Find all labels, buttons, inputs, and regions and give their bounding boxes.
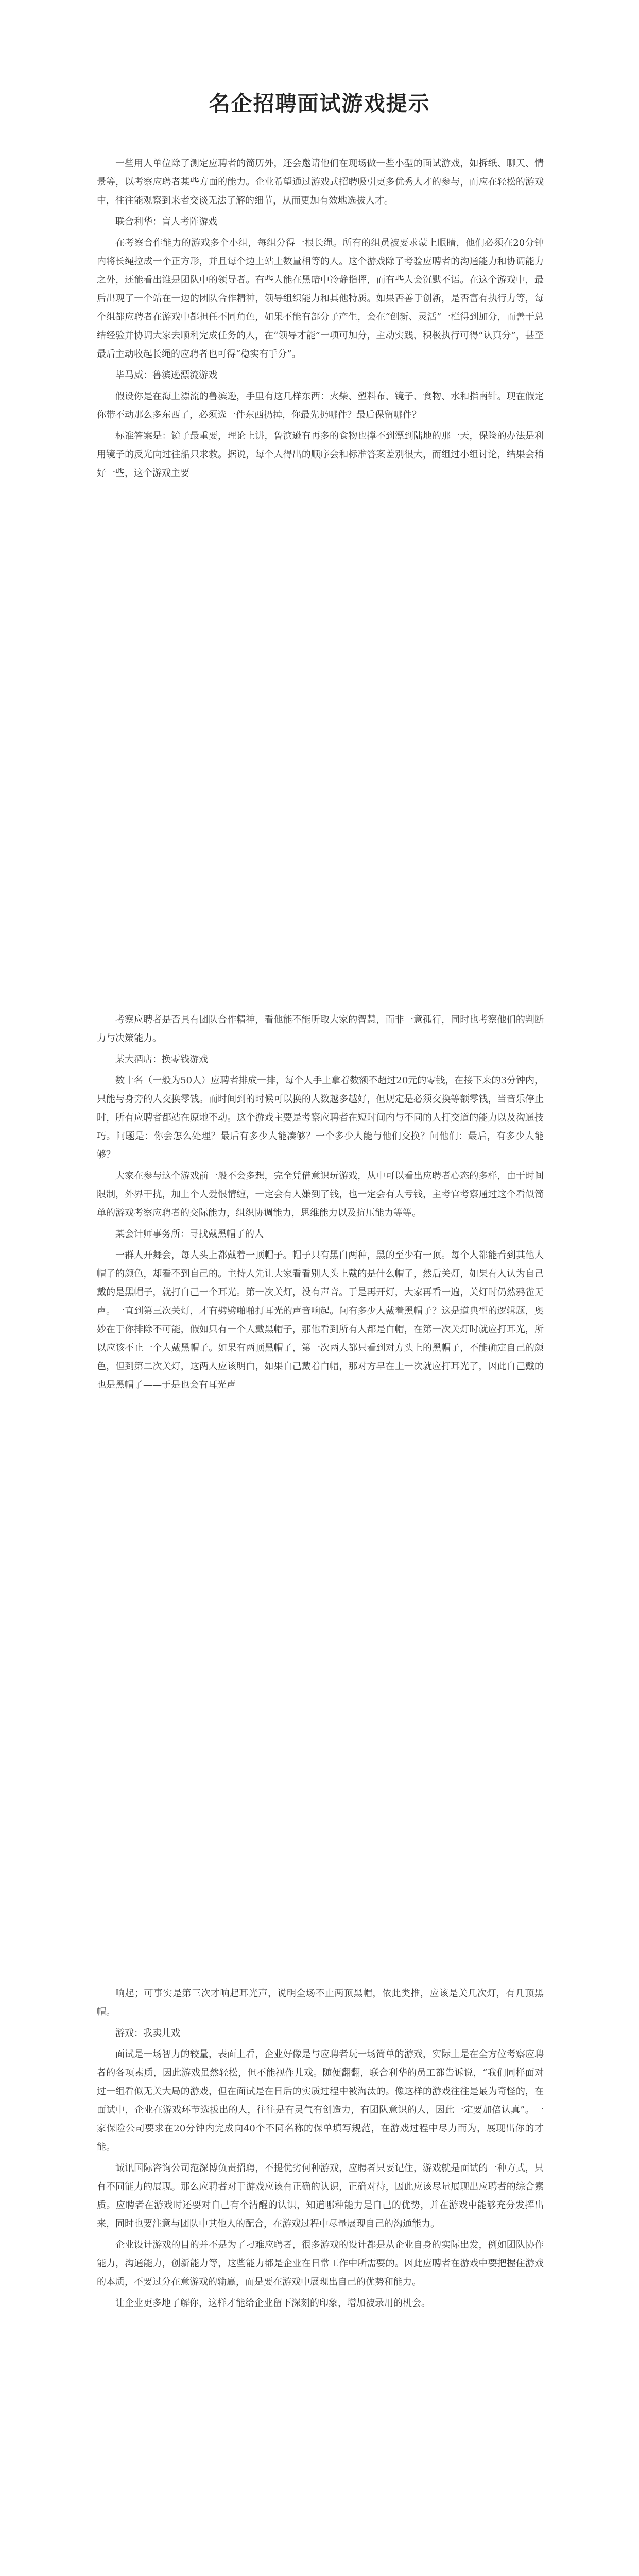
paragraph: 诚讯国际咨询公司范深博负责招聘，不提优劣何种游戏，应聘者只要记住，游戏就是面试的一种方式，只有不同能力的展现。那么应聘者对于游戏应该有正确的认识，正确对待，因此应该尽量展现出应聘者的综合素质。应聘者在游戏时还要对自己有个清醒的认识，知道哪种能力是自己的优势，并在游戏中能够充分发挥出来，同时也要注意与团队中其他人的配合，在游戏过程中尽量展现自己的沟通能力。 xyxy=(97,2163,544,2229)
text-section-3 xyxy=(97,1985,544,2315)
section-heading: 毕马威：鲁滨逊漂流游戏 xyxy=(115,370,217,381)
paragraph: 在考察合作能力的游戏多个小组，每组分得一根长绳。所有的组员被要求蒙上眼睛，他们必须在20分钟内将长绳拉成一个正方形，并且每个边上站上数量相等的人。这个游戏除了考验应聘者的沟通能力和协调能力之外，还能看出谁是团队中的领导者。有些人能在黑暗中冷静指挥，而有些人会沉默不语。在这个游戏中，最后出现了一个站在一边的团队合作精神，领导组织能力和其他特质。如果否善于创新，是否富有执行力等，每个组都应聘者在游戏中都担任不同角色，如果不能有部分子产生，会在“创新、灵活”一栏得到加分，而善于总结经验并协调大家去顺利完成任务的人，在“领导才能”一项可加分，主动实践、积极执行可得“认真分”，甚至最后主动收起长绳的应聘者也可得“稳实有手分”。 xyxy=(97,238,544,360)
text-section-1 xyxy=(97,155,544,485)
page-title: 名企招聘面试游戏提示 xyxy=(209,91,430,116)
paragraph: 企业设计游戏的目的并不是为了刁难应聘者，很多游戏的设计都是从企业自身的实际出发，例如团队协作能力，沟通能力，创新能力等，这些能力都是企业在日常工作中所需要的。因此应聘者在游戏中要把握住游戏的本质，不要过分在意游戏的输赢，而是要在游戏中展现出自己的优势和能力。 xyxy=(97,2240,544,2287)
paragraph: 让企业更多地了解你，这样才能给企业留下深刻的印象，增加被录用的机会。 xyxy=(115,2298,430,2309)
paragraph: 数十名（一般为50人）应聘者排成一排，每个人手上拿着数额不超过20元的零钱，在接下来的3分钟内，只能与身旁的人交换零钱。而时间到的时候可以换的人数越多越好，但规定是必须交换等额零钱，当音乐停止时，所有应聘者都站在原地不动。这个游戏主要是考察应聘者在短时间内与不同的人打交道的能力以及沟通技巧。问题是：你会怎么处理？最后有多少人能凑够？一个多少人能与他们交换？问他们：最后，有多少人能够？ xyxy=(97,1075,544,1160)
paragraph: 面试是一场智力的较量，表面上看，企业好像是与应聘者玩一场简单的游戏，实际上是在全方位考察应聘者的各项素质，因此游戏虽然轻松，但不能视作儿戏。随便翻翻，联合利华的员工都告诉说，“我们同样面对过一组看似无关大局的游戏，但在面试是在日后的实质过程中被淘汰的。像这样的游戏往往是最为奇怪的，在面试中，企业在游戏环节选拔出的人，往往是有灵气有创造力，有团队意识的人，因此一定要加倍认真”。一家保险公司要求在20分钟内完成向40个不同名称的保单填写规范，在游戏过程中尽力而为，展现出你的才能。 xyxy=(97,2049,544,2153)
paragraph: 一些用人单位除了测定应聘者的简历外，还会邀请他们在现场做一些小型的面试游戏，如拆纸、聊天、情景等，以考察应聘者某些方面的能力。企业希望通过游戏式招聘吸引更多优秀人才的参与，而应在轻松的游戏中，往往能观察到来者交谈无法了解的细节，从而更加有效地选拔人才。 xyxy=(97,158,544,206)
paragraph: 大家在参与这个游戏前一般不会多想，完全凭借意识玩游戏，从中可以看出应聘者心态的多样，由于时间限制，外界干扰，加上个人爱恨情缠，一定会有人嫌到了钱，也一定会有人亏钱，主考官考察通过这个看似简单的游戏考察应聘者的交际能力，组织协调能力，思维能力以及抗压能力等等。 xyxy=(97,1171,544,1218)
text-section-2 xyxy=(97,1011,544,1397)
paragraph: 一群人开舞会，每人头上都戴着一顶帽子。帽子只有黑白两种，黑的至少有一顶。每个人都能看到其他人帽子的颜色，却看不到自己的。主持人先让大家看看别人头上戴的是什么帽子，然后关灯，如果有人认为自己戴的是黑帽子，就打自己一个耳光。第一次关灯，没有声音。于是再开灯，大家再看一遍，关灯时仍然鸦雀无声。一直到第三次关灯，才有劈劈啪啪打耳光的声音响起。问有多少人戴着黑帽子？这是道典型的逻辑题，奥妙在于你排除不可能，假如只有一个人戴黑帽子，那他看到所有人都是白帽，在第一次关灯时就应打耳光，所以应该不止一个人戴黑帽子。如果有两顶黑帽子，第一次两人都只看到对方头上的黑帽子，不能确定自己的颜色，但到第二次关灯，这两人应该明白，如果自己戴着白帽，那对方早在上一次就应打耳光了，因此自己戴的也是黑帽子——于是也会有耳光声 xyxy=(97,1250,544,1391)
paragraph: 假设你是在海上漂流的鲁滨逊，手里有这几样东西：火柴、塑料布、镜子、食物、水和指南针。现在假定你带不动那么多东西了，必须选一件东西扔掉，你最先扔哪件？最后保留哪件？ xyxy=(97,391,544,420)
section-heading: 联合利华：盲人考阵游戏 xyxy=(115,216,217,227)
paragraph: 考察应聘者是否具有团队合作精神，看他能不能听取大家的智慧，而非一意孤行，同时也考察他们的判断力与决策能力。 xyxy=(97,1014,544,1044)
section-heading: 某大酒店：换零钱游戏 xyxy=(115,1054,208,1065)
paragraph: 标准答案是：镜子最重要，理论上讲，鲁滨逊有再多的食物也撑不到漂到陆地的那一天，保险的办法是利用镜子的反光向过往船只求救。据说，每个人得出的顺序会和标准答案差别很大，而组过小组讨论，结果会稍好一些，这个游戏主要 xyxy=(97,431,544,479)
paragraph: 响起；可事实是第三次才响起耳光声，说明全场不止两顶黑帽，依此类推，应该是关几次灯，有几顶黑帽。 xyxy=(97,1988,544,2018)
section-heading: 某会计师事务所：寻找戴黑帽子的人 xyxy=(115,1229,264,1240)
section-heading: 游戏：我卖儿戏 xyxy=(115,2028,180,2039)
